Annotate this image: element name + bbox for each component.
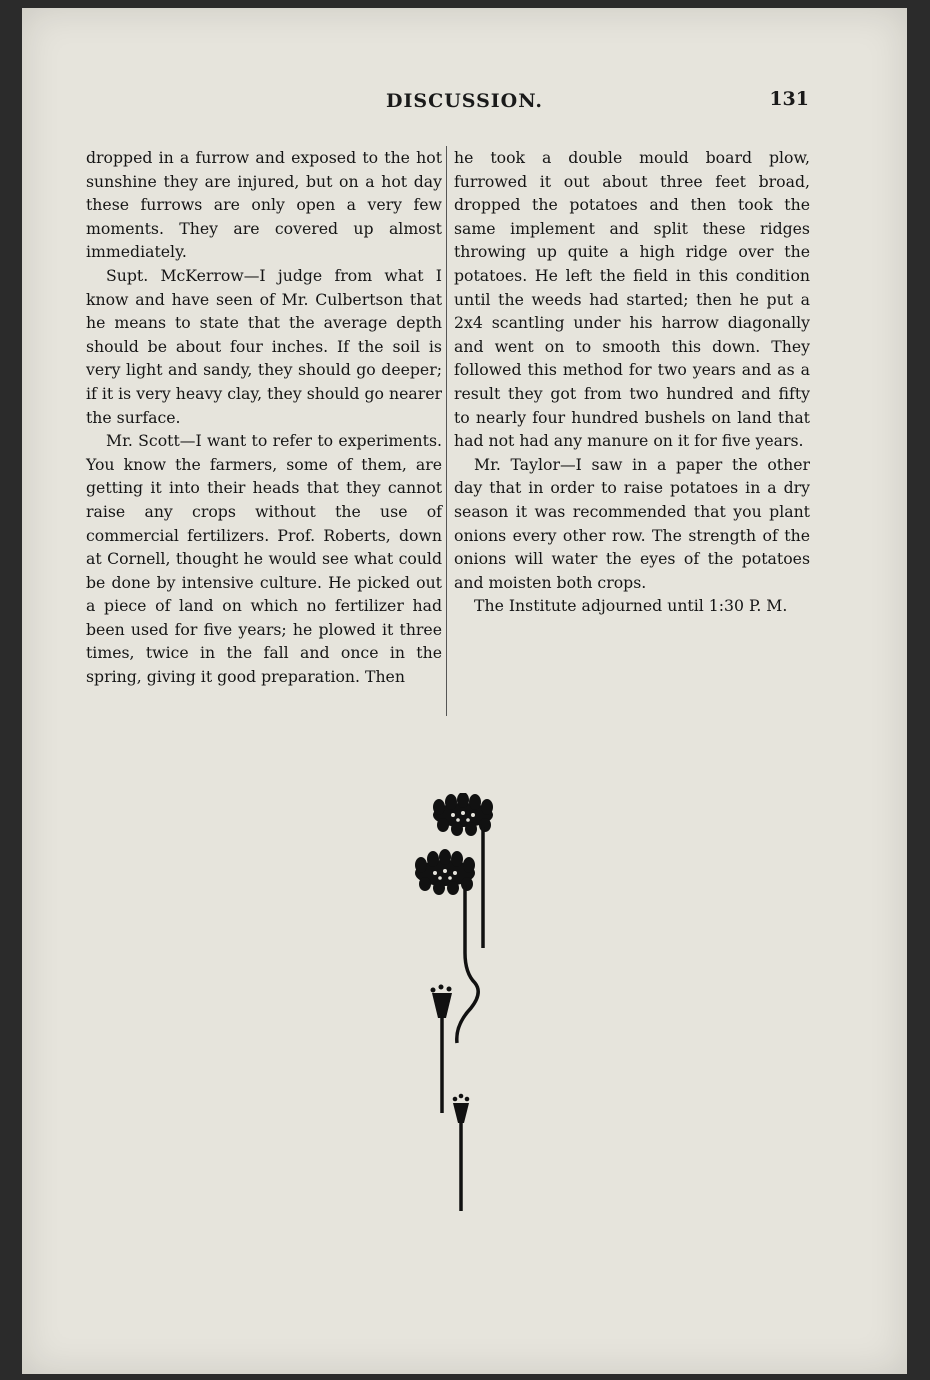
paragraph: Mr. Scott—I want to refer to experiments. You know the farmers, some of them, are getting it into their heads that they cannot raise any crops without the use of commercial fertilizers. Prof. Roberts, down at Cornell, thought he would see what could be done by intensive culture. He picked out a piece of land on which no fertilizer had been used for five years; he plowed it three times, twice in the fall and once in the spring, giving it good preparation. Then	[86, 431, 442, 687]
page-number: 131	[769, 88, 809, 110]
left-column	[86, 146, 442, 689]
paragraph: The Institute adjourned until 1:30 P. M.	[474, 596, 788, 616]
paragraph: he took a double mould board plow, furrowed it out about three feet broad, dropped the potatoes and then took the same implement and split these ridges throwing up quite a high ridge over the potatoes. He left the field in this condition until the weeds had started; then he put a 2x4 scantling under his harrow diagonally and went on to smooth this down. They followed this method for two years and as a result they got from two hundred and fifty to nearly four hundred bushels on land that had not had any manure on it for five years.	[454, 148, 810, 451]
running-head: DISCUSSION.	[385, 90, 543, 112]
paragraph: dropped in a furrow and exposed to the hot sunshine they are injured, but on a hot day these furrows are only open a very few moments. They are covered up almost immediately.	[86, 148, 442, 262]
paragraph: Supt. McKerrow—I judge from what I know and have seen of Mr. Culbertson that he means to state that the average depth should be about four inches. If the soil is very light and sandy, they should go deeper; if it is very heavy clay, they should go nearer the surface.	[86, 265, 442, 427]
book-page	[22, 8, 907, 1374]
paragraph: Mr. Taylor—I saw in a paper the other day that in order to raise potatoes in a dry season it was recommended that you plant onions every other row. The strength of the onions will water the eyes of the potatoes and moisten both crops.	[454, 454, 810, 592]
right-column	[454, 146, 810, 618]
column-divider	[446, 146, 447, 716]
flower-ornament-icon	[397, 793, 517, 1223]
